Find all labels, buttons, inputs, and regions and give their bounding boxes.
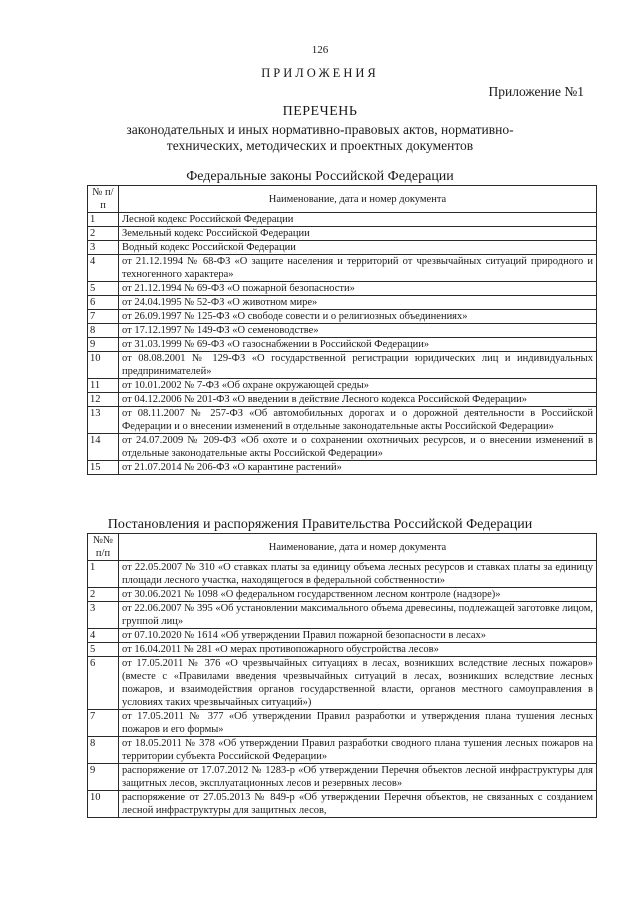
row-number: 8 (88, 324, 119, 338)
document-entry: от 24.07.2009 № 209-ФЗ «Об охоте и о сохранении охотничьих ресурсов, и о внесении изменений в отдельные законодательные акты Российской Федерации» (119, 434, 597, 461)
row-number: 14 (88, 434, 119, 461)
document-entry: от 26.09.1997 № 125-ФЗ «О свободе совести и о религиозных объединениях» (119, 310, 597, 324)
document-entry: от 24.04.1995 № 52-ФЗ «О животном мире» (119, 296, 597, 310)
document-entry: от 18.05.2011 № 378 «Об утверждении Правил разработки сводного плана тушения лесных пожаров на территории субъекта Российской Федерации» (119, 737, 597, 764)
document-entry: от 21.12.1994 № 68-ФЗ «О защите населения и территорий от чрезвычайных ситуаций природного и техногенного характера» (119, 255, 597, 282)
table-row (88, 227, 597, 241)
row-number: 4 (88, 255, 119, 282)
row-number: 7 (88, 710, 119, 737)
row-number: 13 (88, 407, 119, 434)
government-decrees-table-body (88, 561, 597, 818)
document-entry: от 17.05.2011 № 377 «Об утверждении Правил разработки и утверждения плана тушения лесных пожаров и его формы» (119, 710, 597, 737)
document-title: ПЕРЕЧЕНЬ (282, 104, 358, 119)
table-row (88, 310, 597, 324)
row-number: 9 (88, 764, 119, 791)
table-row (88, 629, 597, 643)
row-number: 7 (88, 310, 119, 324)
document-subtitle: законодательных и иных нормативно-правовых актов, нормативно-технических, методических и проектных документов (126, 122, 514, 153)
row-number: 10 (88, 791, 119, 818)
row-number: 11 (88, 379, 119, 393)
table-row (88, 407, 597, 434)
document-entry: от 17.05.2011 № 376 «О чрезвычайных ситуациях в лесах, возникших вследствие лесных пожаров» (вместе с «Правилами введения чрезвычайных ситуаций в лесах, возникших вследствие лесных пожаров, и взаимодействия органов государственной власти, органов местного самоуправления в условиях таких чрезвычайных ситуаций») (119, 657, 597, 710)
page-number: 126 (311, 44, 329, 56)
document-entry: от 04.12.2006 № 201-ФЗ «О введении в действие Лесного кодекса Российской Федерации» (119, 393, 597, 407)
row-number: 10 (88, 352, 119, 379)
row-number: 8 (88, 737, 119, 764)
table-row (88, 588, 597, 602)
row-number: 3 (88, 241, 119, 255)
document-entry: от 08.11.2007 № 257-ФЗ «Об автомобильных дорогах и о дорожной деятельности в Российской Федерации и о внесении изменений в отдельные законодательные акты Российской Федерации» (119, 407, 597, 434)
table-row (88, 352, 597, 379)
table-row (88, 657, 597, 710)
table-row (88, 737, 597, 764)
table-row (88, 241, 597, 255)
table-header-row (88, 186, 597, 213)
table-row (88, 282, 597, 296)
document-entry: от 21.12.1994 № 69-ФЗ «О пожарной безопасности» (119, 282, 597, 296)
table-row (88, 213, 597, 227)
document-entry: распоряжение от 17.07.2012 № 1283-р «Об утверждении Перечня объектов лесной инфраструктуры для защитных лесов, эксплуатационных лесов и резервных лесов» (119, 764, 597, 791)
row-number: 15 (88, 461, 119, 475)
appendix-number: Приложение №1 (488, 84, 584, 99)
document-entry: от 08.08.2001 № 129-ФЗ «О государственной регистрации юридических лиц и индивидуальных предпринимателей» (119, 352, 597, 379)
row-number: 6 (88, 657, 119, 710)
appendix-header: ПРИЛОЖЕНИЯ (261, 66, 379, 80)
row-number: 1 (88, 561, 119, 588)
table-row (88, 791, 597, 818)
document-entry: от 30.06.2021 № 1098 «О федеральном государственном лесном контроле (надзоре)» (119, 588, 597, 602)
table-row (88, 643, 597, 657)
table-row (88, 461, 597, 475)
row-number: 2 (88, 588, 119, 602)
document-entry: от 07.10.2020 № 1614 «Об утверждении Правил пожарной безопасности в лесах» (119, 629, 597, 643)
document-entry: от 17.12.1997 № 149-ФЗ «О семеноводстве» (119, 324, 597, 338)
column-header-number: № п/п (88, 186, 119, 213)
row-number: 4 (88, 629, 119, 643)
table-row (88, 324, 597, 338)
table-row (88, 379, 597, 393)
government-decrees-table (87, 533, 597, 818)
row-number: 6 (88, 296, 119, 310)
table-row (88, 710, 597, 737)
document-entry: от 31.03.1999 № 69-ФЗ «О газоснабжении в Российской Федерации» (119, 338, 597, 352)
table-row (88, 393, 597, 407)
document-entry: от 21.07.2014 № 206-ФЗ «О карантине растений» (119, 461, 597, 475)
document-entry: от 10.01.2002 № 7-ФЗ «Об охране окружающей среды» (119, 379, 597, 393)
row-number: 5 (88, 282, 119, 296)
document-entry: от 22.06.2007 № 395 «Об установлении максимального объема древесины, подлежащей заготовке лицом, группой лиц» (119, 602, 597, 629)
column-header-name: Наименование, дата и номер документа (119, 186, 597, 213)
column-header-number: №№ п/п (88, 534, 119, 561)
row-number: 3 (88, 602, 119, 629)
section-title-government-decrees: Постановления и распоряжения Правительства Российской Федерации (107, 517, 533, 532)
federal-laws-table (87, 185, 597, 475)
document-entry: Водный кодекс Российской Федерации (119, 241, 597, 255)
table-row (88, 434, 597, 461)
row-number: 1 (88, 213, 119, 227)
column-header-name: Наименование, дата и номер документа (119, 534, 597, 561)
row-number: 12 (88, 393, 119, 407)
document-entry: Земельный кодекс Российской Федерации (119, 227, 597, 241)
document-entry: от 22.05.2007 № 310 «О ставках платы за единицу объема лесных ресурсов и ставках платы за единицу площади лесного участка, находящегося в федеральной собственности» (119, 561, 597, 588)
table-row (88, 255, 597, 282)
table-row (88, 764, 597, 791)
document-entry: распоряжение от 27.05.2013 № 849-р «Об утверждении Перечня объектов, не связанных с созданием лесной инфраструктуры для защитных лесов, (119, 791, 597, 818)
table-row (88, 561, 597, 588)
table-row (88, 296, 597, 310)
row-number: 9 (88, 338, 119, 352)
row-number: 5 (88, 643, 119, 657)
table-row (88, 338, 597, 352)
row-number: 2 (88, 227, 119, 241)
document-entry: Лесной кодекс Российской Федерации (119, 213, 597, 227)
federal-laws-table-body (88, 213, 597, 475)
document-entry: от 16.04.2011 № 281 «О мерах противопожарного обустройства лесов» (119, 643, 597, 657)
section-title-federal-laws: Федеральные законы Российской Федерации (186, 169, 454, 184)
table-header-row (88, 534, 597, 561)
table-row (88, 602, 597, 629)
